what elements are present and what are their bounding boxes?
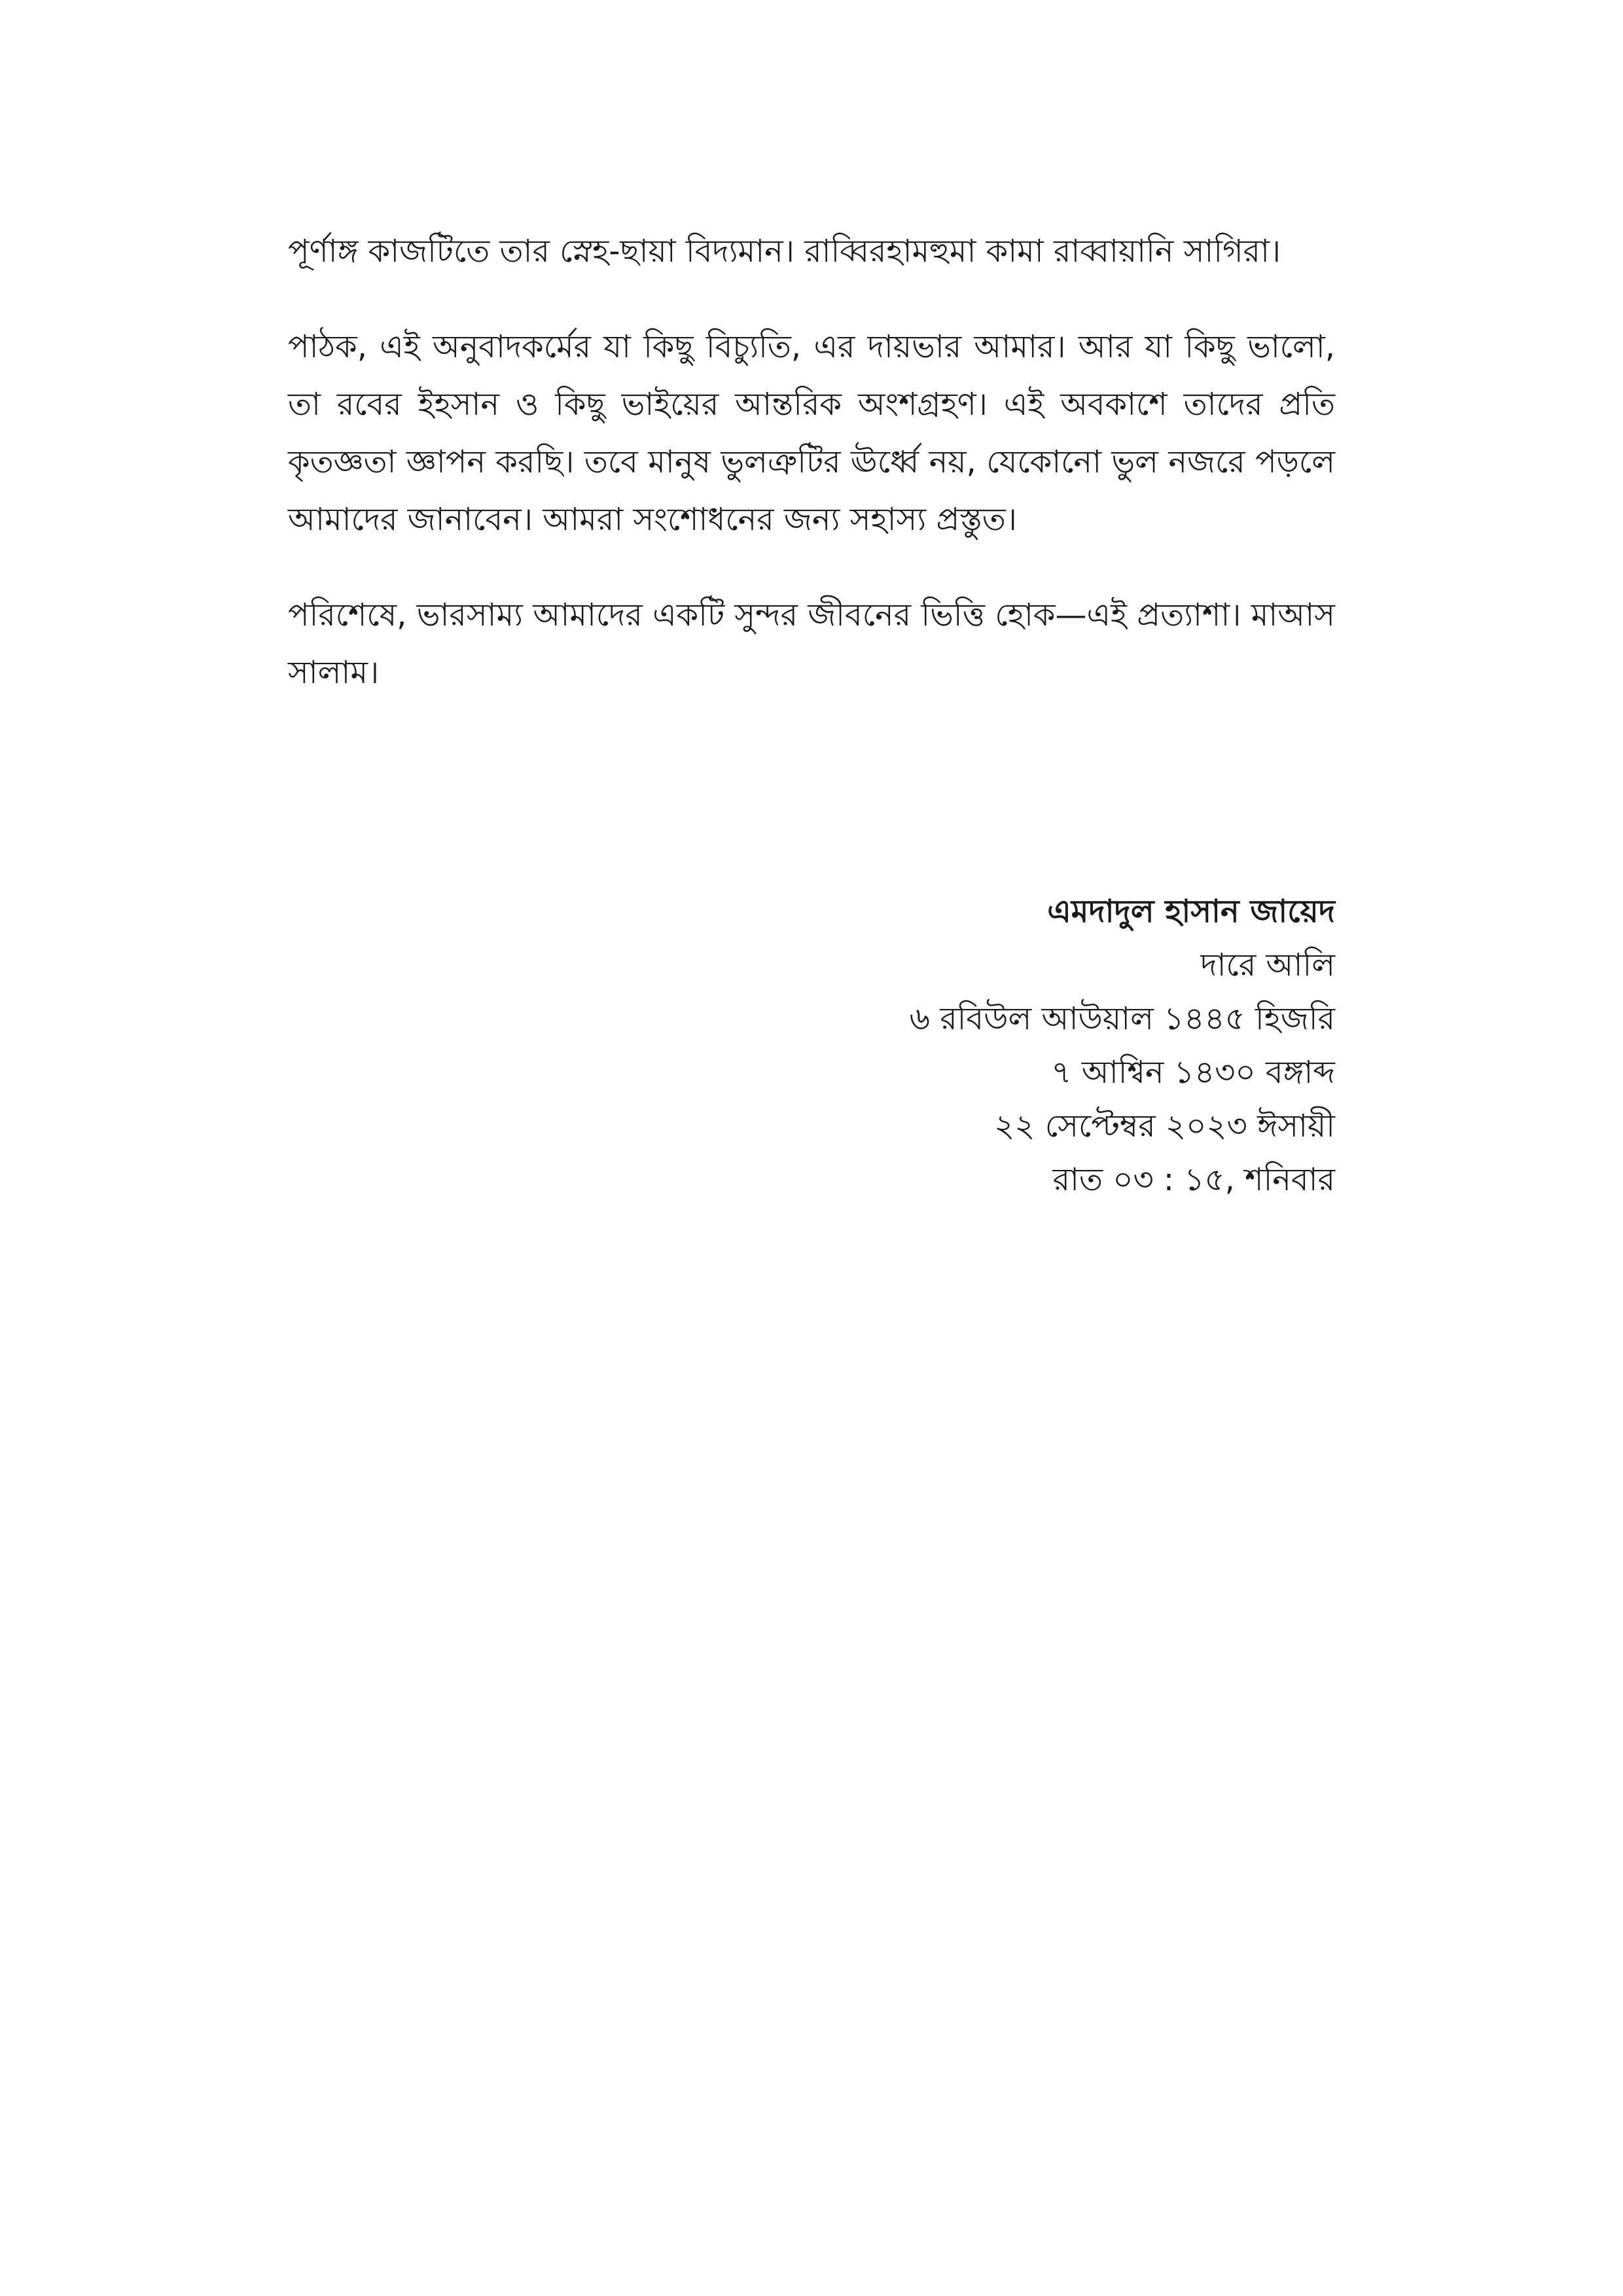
paragraph-blessing: পূর্ণাঙ্গ কাজটিতে তার স্নেহ-ছায়া বিদ্যমান। রাব্বিরহামহুমা কামা রাব্বায়ানি সাগিরা। bbox=[288, 233, 1281, 270]
paragraph-acknowledgement: পাঠক, এই অনুবাদকর্মের যা কিছু বিচ্যুতি, এর দায়ভার আমার। আর যা কিছু ভালো, তা রবের ইহসান ও কিছু ভাইয়ের আন্তরিক অংশগ্রহণ। এই অবকাশে তাদের প্রতি কৃতজ্ঞতা জ্ঞাপন করছি। তবে মানুষ ভুলত্রুটির ঊর্ধ্বে নয়, যেকোনো ভুল নজরে পড়লে আমাদের জানাবেন। আমরা সংশোধনের জন্য সহাস্য প্রস্তুত। bbox=[288, 328, 1335, 538]
date-hijri: ৬ রবিউল আউয়াল ১৪৪৫ হিজরি bbox=[909, 1000, 1335, 1037]
time-and-day: রাত ০৩ : ১৫, শনিবার bbox=[1052, 1161, 1335, 1198]
paragraph-closing: পরিশেষে, ভারসাম্য আমাদের একটি সুন্দর জীবনের ভিত্তি হোক—এই প্রত্যাশা। মাআস সালাম। bbox=[288, 597, 1335, 691]
date-bangla: ৭ আশ্বিন ১৪৩০ বঙ্গাব্দ bbox=[1051, 1054, 1335, 1091]
signature-block bbox=[681, 885, 1335, 1207]
date-gregorian: ২২ সেপ্টেম্বর ২০২৩ ঈসায়ী bbox=[994, 1108, 1335, 1144]
author-name: এমদাদুল হাসান জায়েদ bbox=[1047, 893, 1335, 930]
body-text bbox=[288, 222, 1335, 739]
author-place: দারে আলি bbox=[1200, 947, 1335, 983]
